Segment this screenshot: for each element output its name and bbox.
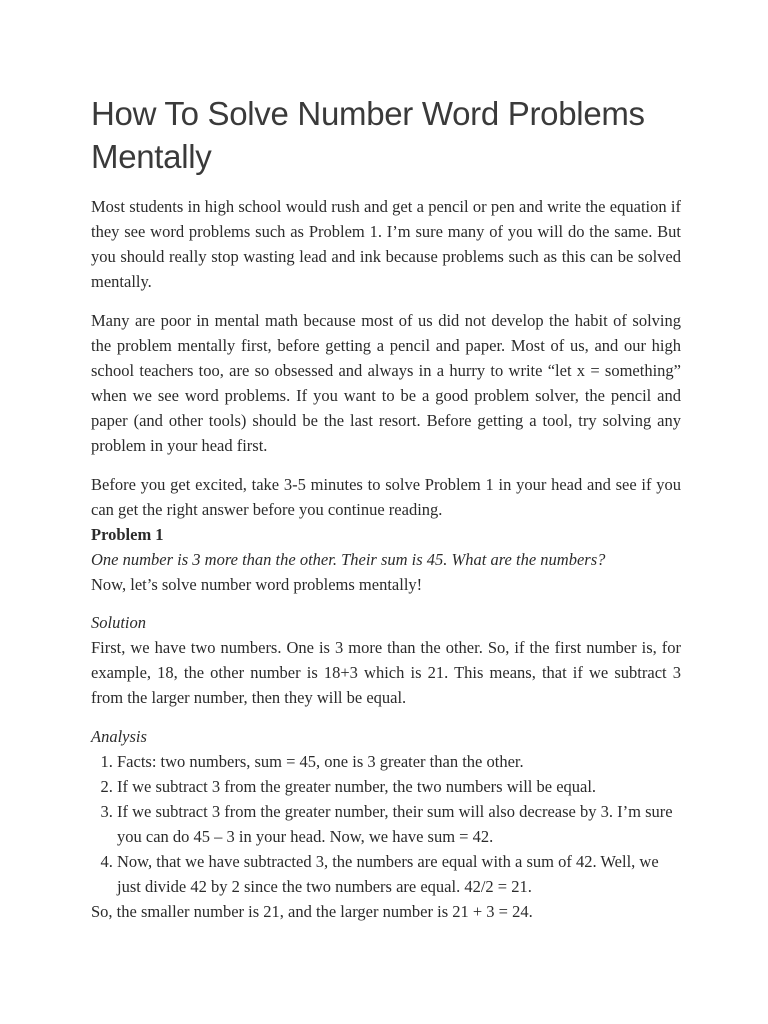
analysis-item: 2. If we subtract 3 from the greater number, the two numbers will be equal. bbox=[117, 774, 681, 799]
solution-text: First, we have two numbers. One is 3 more than the other. So, if the first number is, for example, 18, the other number is 18+3 which is 21. This means, that if we subtract 3 from the larger number, then they will be equal. bbox=[91, 638, 681, 707]
analysis-list bbox=[91, 749, 681, 899]
analysis-item: 1. Facts: two numbers, sum = 45, one is 3 greater than the other. bbox=[117, 749, 681, 774]
analysis-item: 3. If we subtract 3 from the greater number, their sum will also decrease by 3. I’m sure you can do 45 – 3 in your head. Now, we have sum = 42. bbox=[117, 799, 681, 849]
mental-math-paragraph: Many are poor in mental math because most of us did not develop the habit of solving the problem mentally first, before getting a pencil and paper. Most of us, and our high school teachers too, are so obsessed and always in a hurry to write “let x = something” when we see word problems. If you want to be a good problem solver, the pencil and paper (and other tools) should be the last resort. Before getting a tool, try solving any problem in your head first. bbox=[91, 311, 681, 455]
article bbox=[91, 92, 681, 924]
analysis-item: 4. Now, that we have subtracted 3, the numbers are equal with a sum of 42. Well, we just divide 42 by 2 since the two numbers are equal. 42/2 = 21. bbox=[117, 849, 681, 899]
analysis-heading: Analysis bbox=[91, 727, 147, 746]
challenge-paragraph: Before you get excited, take 3-5 minutes to solve Problem 1 in your head and see if you can get the right answer before you continue reading. bbox=[91, 475, 681, 519]
problem-heading: Problem 1 bbox=[91, 525, 164, 544]
article-title: How To Solve Number Word Problems Mentally bbox=[91, 95, 645, 175]
transition-text: Now, let’s solve number word problems mentally! bbox=[91, 575, 423, 594]
conclusion-text: So, the smaller number is 21, and the larger number is 21 + 3 = 24. bbox=[91, 902, 533, 921]
problem-text: One number is 3 more than the other. Their sum is 45. What are the numbers? bbox=[91, 550, 606, 569]
solution-heading: Solution bbox=[91, 613, 147, 632]
intro-paragraph: Most students in high school would rush and get a pencil or pen and write the equation if they see word problems such as Problem 1. I’m sure many of you will do the same. But you should really stop wasting lead and ink because problems such as this can be solved mentally. bbox=[91, 197, 681, 291]
